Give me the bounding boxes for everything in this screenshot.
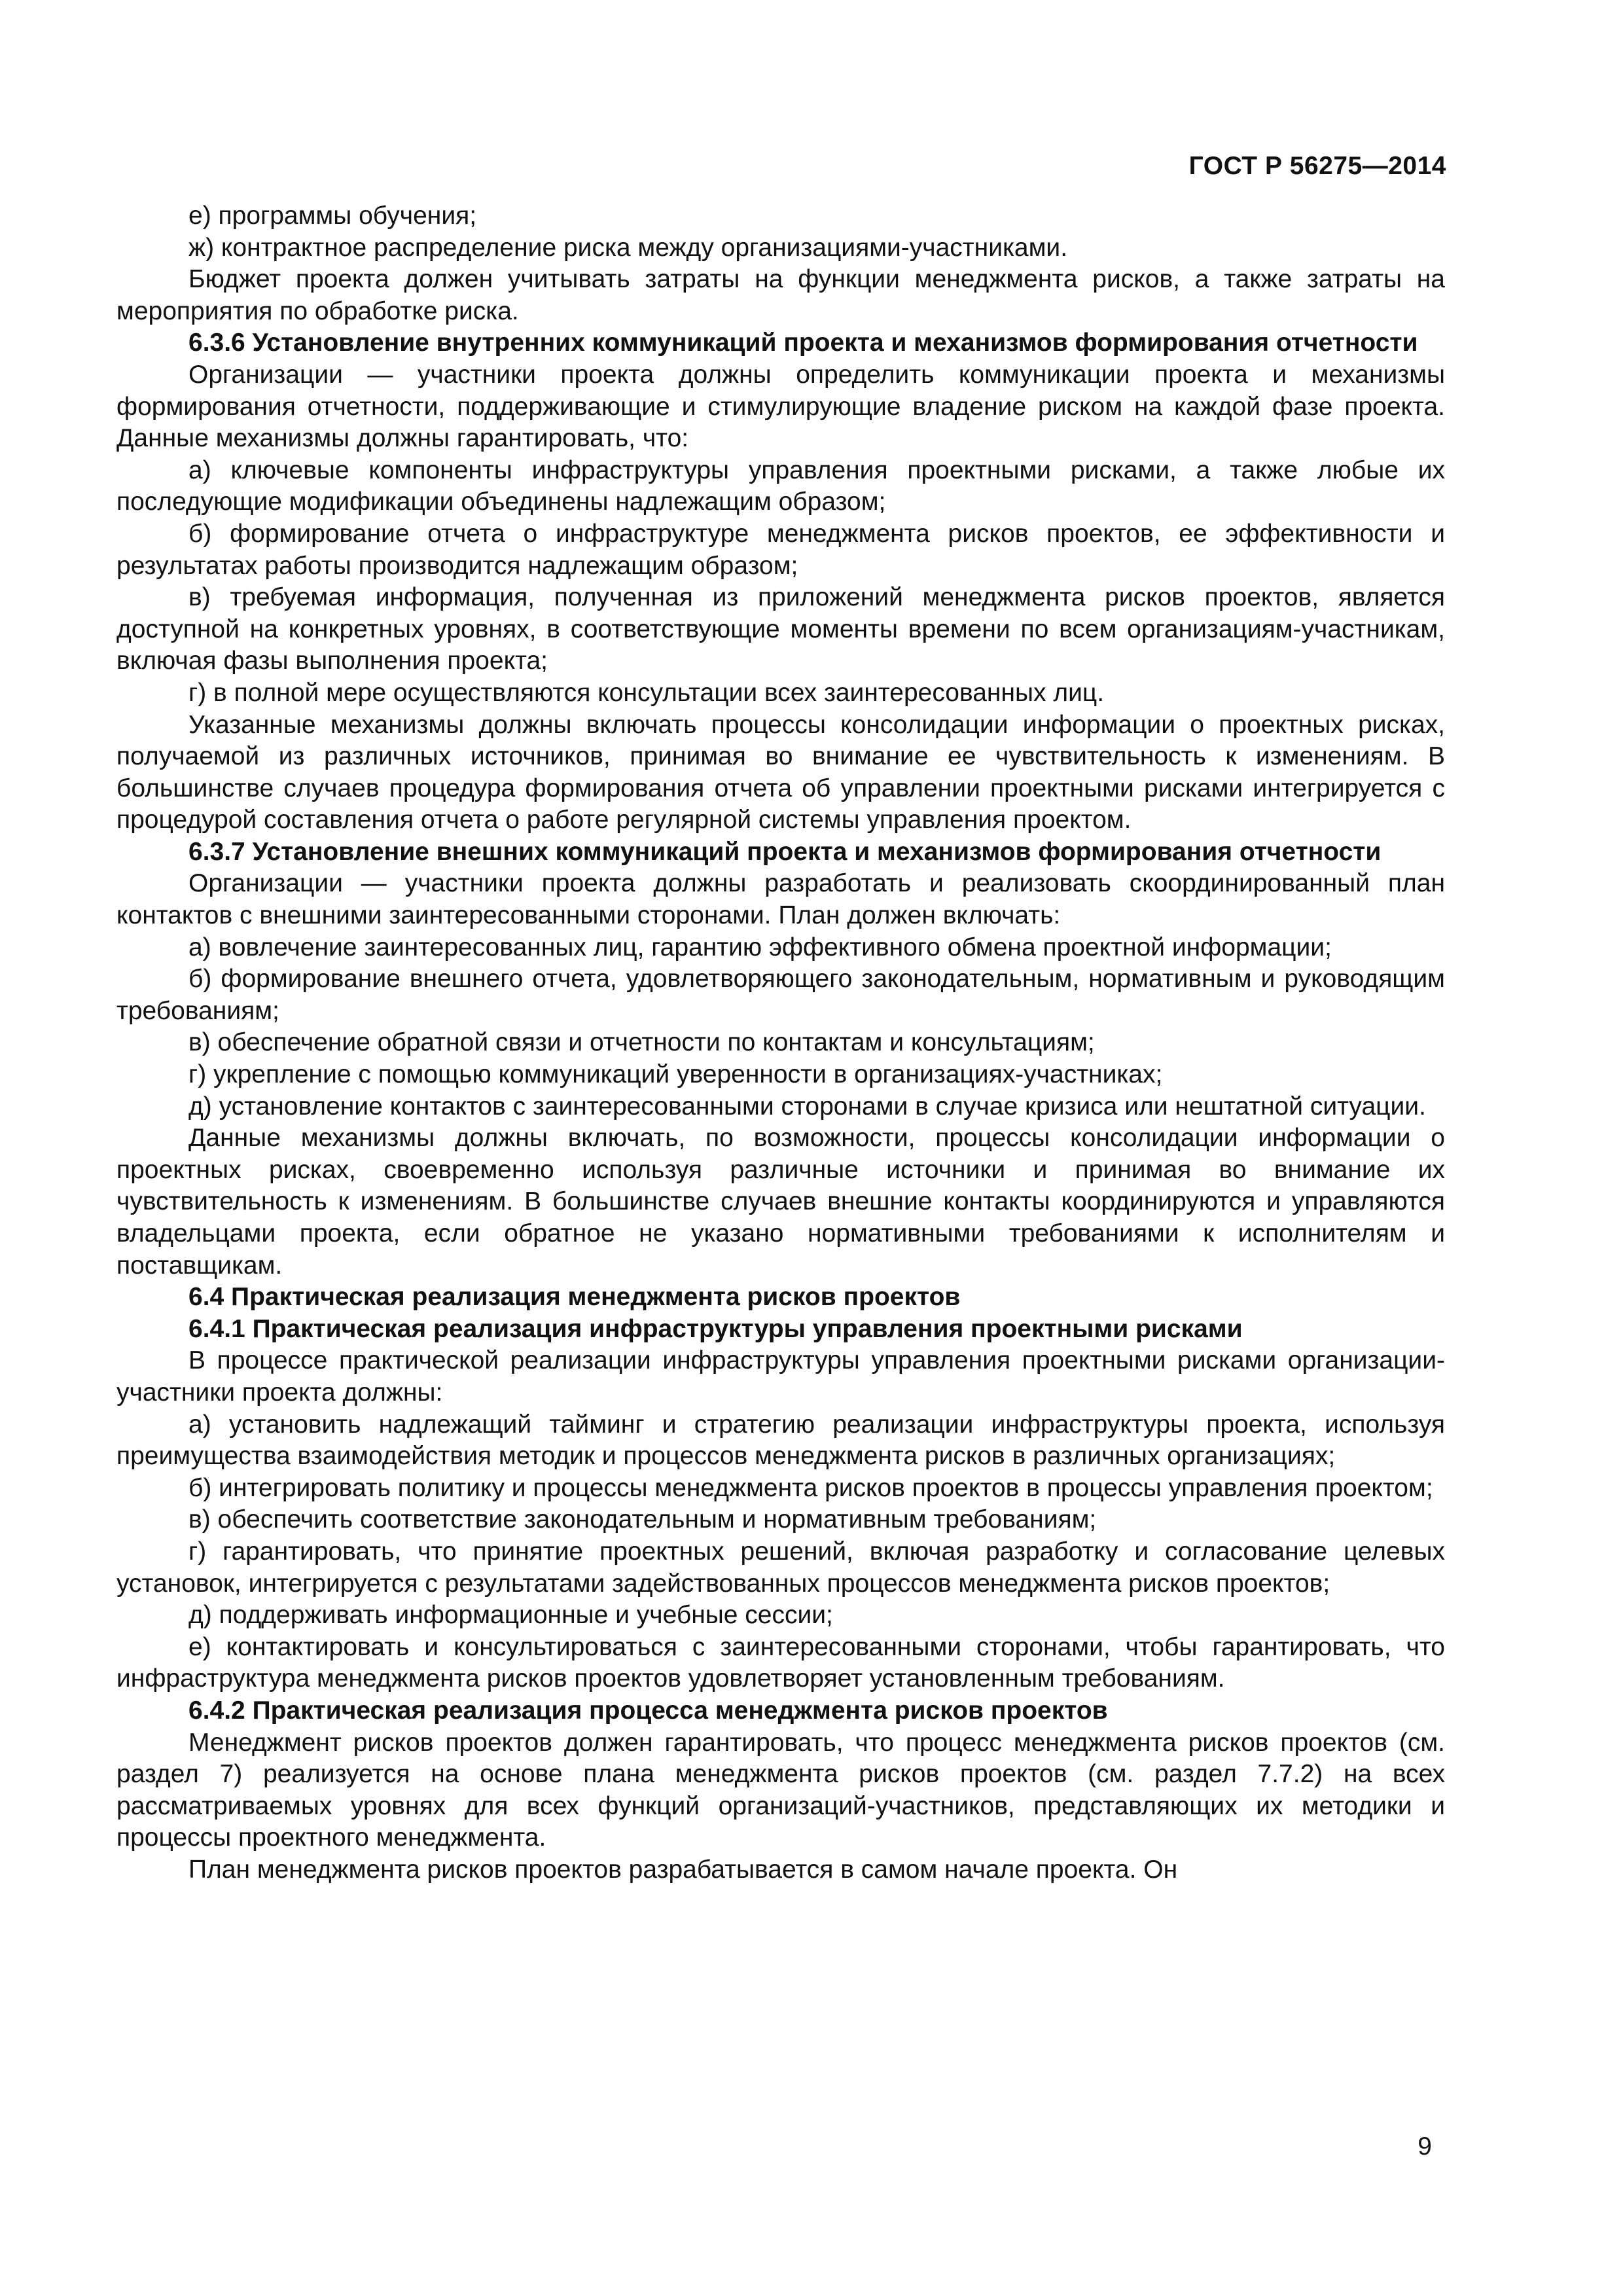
section-heading: 6.4 Практическая реализация менеджмента рисков проектов [188,1283,961,1312]
paragraph: Организации — участники проекта должны разработать и реализовать скоординированный план контактов с внешними заинтересованными сторонами. План должен включать: [116,869,1445,930]
paragraph: д) установление контактов с заинтересованными сторонами в случае кризиса или нештатной ситуации. [188,1092,1426,1121]
paragraph: б) формирование внешнего отчета, удовлетворяющего законодательным, нормативным и руководящим требованиям; [116,965,1445,1025]
paragraph: е) программы обучения; [188,202,477,230]
paragraph: г) укрепление с помощью коммуникаций уверенности в организациях-участниках; [188,1060,1163,1089]
paragraph: в) обеспечить соответствие законодательным и нормативным требованиям; [188,1505,1097,1534]
paragraph: Организации — участники проекта должны определить коммуникации проекта и механизмы формирования отчетности, поддерживающие и стимулирующие владение риском на каждой фазе проекта. Данные механизмы должны гарантировать, что: [116,360,1445,453]
paragraph: Данные механизмы должны включать, по возможности, процессы консолидации информации о проектных рисках, своевременно используя различные источники и принимая во внимание их чувствительность к изменениям. В большинстве случаев внешние контакты координируются и управляются владельцами проекта, если обратное не указано нормативными требованиями к исполнителям и поставщикам. [116,1124,1445,1280]
paragraph: В процессе практической реализации инфраструктуры управления проектными рисками организации-участники проекта должны: [116,1346,1445,1407]
paragraph: Указанные механизмы должны включать процессы консолидации информации о проектных рисках, получаемой из различных источников, принимая во внимание ее чувствительность к изменениям. В большинстве случаев процедура формирования отчета об управлении проектными рисками интегрируется с процедурой составления отчета о работе регулярной системы управления проектом. [116,710,1445,834]
paragraph: а) установить надлежащий тайминг и стратегию реализации инфраструктуры проекта, используя преимущества взаимодействия методик и процессов менеджмента рисков в различных организациях; [116,1410,1445,1471]
paragraph: План менеджмента рисков проектов разрабатывается в самом начале проекта. Он [188,1855,1178,1884]
section-heading: 6.4.2 Практическая реализация процесса менеджмента рисков проектов [188,1696,1108,1725]
page-header: ГОСТ Р 56275—2014 [1188,152,1446,180]
paragraph: е) контактировать и консультироваться с заинтересованными сторонами, чтобы гарантировать, что инфраструктура менеджмента рисков проектов удовлетворяет установленным требованиям. [116,1632,1445,1693]
paragraph: д) поддерживать информационные и учебные сессии; [188,1601,833,1630]
paragraph: а) ключевые компоненты инфраструктуры управления проектными рисками, а также любые их последующие модификации объединены надлежащим образом; [116,456,1445,516]
paragraph: в) обеспечение обратной связи и отчетности по контактам и консультациям; [188,1028,1095,1057]
page-number: 9 [1418,2132,1432,2161]
paragraph: б) формирование отчета о инфраструктуре менеджмента рисков проектов, ее эффективности и результатах работы производится надлежащим образом; [116,519,1445,580]
paragraph: Менеджмент рисков проектов должен гарантировать, что процесс менеджмента рисков проектов (см. раздел 7) реализуется на основе плана менеджмента рисков проектов (см. раздел 7.7.2) на всех рассматриваемых уровнях для всех функций организаций-участников, представляющих их методики и процессы проектного менеджмента. [116,1728,1445,1852]
paragraph: г) в полной мере осуществляются консультации всех заинтересованных лиц. [188,678,1105,707]
section-heading: 6.3.6 Установление внутренних коммуникаций проекта и механизмов формирования отчетности [188,329,1418,357]
section-heading: 6.4.1 Практическая реализация инфраструктуры управления проектными рисками [188,1314,1243,1343]
paragraph: а) вовлечение заинтересованных лиц, гарантию эффективного обмена проектной информации; [188,933,1332,961]
section-heading: 6.3.7 Установление внешних коммуникаций проекта и механизмов формирования отчетности [188,837,1382,866]
paragraph: в) требуемая информация, полученная из приложений менеджмента рисков проектов, является доступной на конкретных уровнях, в соответствующие моменты времени по всем организациям-участникам, включая фазы выполнения проекта; [116,583,1445,675]
page-body [116,200,1445,1886]
paragraph: Бюджет проекта должен учитывать затраты на функции менеджмента рисков, а также затраты на мероприятия по обработке риска. [116,265,1445,325]
paragraph: б) интегрировать политику и процессы менеджмента рисков проектов в процессы управления проектом; [188,1473,1433,1502]
paragraph: ж) контрактное распределение риска между организациями-участниками. [188,233,1068,262]
paragraph: г) гарантировать, что принятие проектных решений, включая разработку и согласование целевых установок, интегрируется с результатами задействованных процессов менеджмента рисков проектов; [116,1537,1445,1598]
